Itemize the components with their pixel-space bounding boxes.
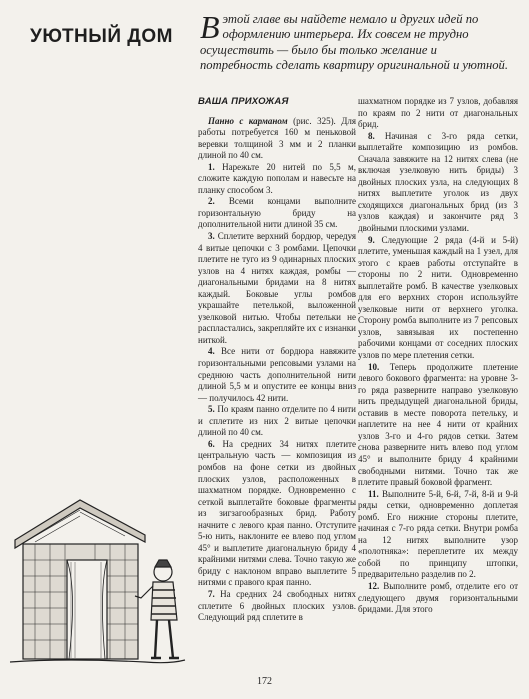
paragraph-number: 7. (208, 588, 215, 599)
paragraph-number: 1. (208, 161, 215, 172)
paragraph-number: 5. (208, 404, 215, 415)
column-1-paragraphs (198, 116, 356, 624)
text-column-2 (358, 96, 518, 616)
paragraph (198, 116, 356, 162)
page-title: УЮТНЫЙ ДОМ (30, 26, 173, 47)
paragraph-text: По краям панно отделите по 4 нити и сплетите из них 2 витые цепочки длиной по 40 см. (198, 404, 356, 438)
column-2-paragraphs (358, 96, 518, 616)
paragraph (198, 589, 356, 624)
paragraph-text: Начиная с 3-го ряда сетки, выплетайте композицию из ромбов. Сначала завяжите на 12 нитях слева (не включая узелковую нить бриды) 3 двойных плоских узла, на следующих 8 нитях выплетите уголок из двух сходящихся диагональных брид (из 3 узлов каждая) и закончите ряд 3 двойными плоскими узлами. (358, 130, 518, 234)
text-column-1 (198, 96, 356, 624)
paragraph (198, 404, 356, 439)
paragraph-text: На средних 24 свободных нитях сплетите 6 двойных плоских узлов. Следующий ряд сплетите в (198, 588, 356, 623)
shed-illustration (5, 480, 190, 670)
paragraph-number: 10. (368, 361, 380, 372)
paragraph-text: Все нити от бордюра навяжите горизонтальными репсовыми узлами на среднюю часть дополнительной нити длиной 5,5 м и опустите ее концы вниз — получилось 42 нити. (198, 346, 356, 403)
paragraph-text: Сплетите верхний бордюр, чередуя 4 витые цепочки с 3 ромбами. Цепочки плетите не туго из 9 одинарных плоских узлов на 4 нитях каждая, ромбы — диагональными бридами на 8 нитях каждый. Боковые углы ромбов украшайте петелькой, выложенной узелковой нитью. Чтобы петельки не распластались, закрепляйте их с изнанки ниткой. (198, 231, 356, 345)
paragraph (198, 162, 356, 197)
paragraph-number: 2. (208, 196, 215, 207)
section-title: ВАША ПРИХОЖАЯ (198, 96, 289, 107)
paragraph-text: На средних 34 нитях плетите центральную часть — композиция из ромбов на фоне сетки из двойных плоских узлов, расположенных в шахматном порядке. Одновременно с сеткой выплетайте боковые фрагменты из зигзагообразных брид. Работу начните с левого края панно. Отступите 5-ю нить, наклоните ее влево под углом 45° и выплетите диагональную бриду 4 крайними нитями слева. Точно такую же бриду с наклоном вправо выплетите 5 нитями с правого края панно. (198, 438, 356, 588)
intro-dropcap: В (200, 9, 220, 45)
paragraph (358, 235, 518, 362)
paragraph (198, 196, 356, 231)
paragraph (358, 96, 518, 131)
page-number: 172 (257, 676, 272, 687)
paragraph (198, 346, 356, 404)
paragraph (358, 489, 518, 581)
paragraph-text: Всеми концами выполните горизонтальную бриду на дополнительной нити длиной 35 см. (198, 196, 356, 230)
paragraph-number: 9. (368, 234, 375, 245)
paragraph-text: (рис. 325). Для работы потребуется 160 м пеньковой веревки толщиной 3 мм и 2 планки длиной по 40 см. (198, 115, 356, 161)
paragraph (198, 231, 356, 346)
paragraph-number: 4. (208, 346, 215, 357)
paragraph-number: 6. (208, 438, 215, 449)
paragraph-number: 3. (208, 231, 215, 242)
paragraph-text: Теперь продолжите плетение левого бокового фрагмента: на уровне 3-го ряда разверните направо узелковую нить предыдущей диагональной бриды, оставив в месте поворота петельку, и наплетите на нее 4 нити от крайних узлов 3-го и 4-го рядов сетки. Затем снова разверните нить влево под углом 45° и выполните бриду 4 крайними свободными нитями. Точно так же плетите правый боковой фрагмент. (358, 361, 518, 488)
paragraph-text: Выполните ромб, отделите его от следующего двумя горизонтальными бридами. Для этого (358, 580, 518, 615)
paragraph-lead: Панно с карманом (208, 115, 288, 126)
paragraph (198, 439, 356, 589)
intro-text: этой главе вы найдете немало и других идей по оформлению интерьера. Их совсем не трудно осуществить — было бы только желание и потребность сделать квартиру оригинальной и уютной. (200, 12, 508, 73)
paragraph (358, 362, 518, 489)
paragraph (358, 581, 518, 616)
paragraph-text: шахматном порядке из 7 узлов, добавляя по краям по 2 нити от диагональных брид. (358, 96, 518, 130)
paragraph-number: 8. (368, 130, 375, 141)
intro-paragraph (200, 9, 510, 74)
paragraph-text: Выполните 5-й, 6-й, 7-й, 8-й и 9-й ряды сетки, одновременно доплетая ромб. Его нижние стороны плетите, начиная с 7-го ряда сетки. Внутри ромба на 12 нитях выполните узор «полотняка»: переплетите их между собой по принципу штопки, предварительно разделив по 2. (358, 488, 518, 580)
paragraph-number: 12. (368, 580, 380, 591)
paragraph-text: Следующие 2 ряда (4-й и 5-й) плетите, уменьшая каждый на 1 узел, для этого с краев работы отступайте в стороны по 2 нити. Одновременно выплетайте ромб. В качестве узелковых для его верхних сторон используйте узелковые нити от верхнего уголка. Сторону ромба выполните из 7 репсовых узлов, завязывая их постепенно рабочими концами от соседних плоских узлов по мере плетения сетки. (358, 234, 518, 361)
paragraph-number: 11. (368, 488, 379, 499)
paragraph-text: Нарежьте 20 нитей по 5,5 м, сложите каждую пополам и навесьте на планку способом 3. (198, 161, 356, 195)
paragraph (358, 131, 518, 235)
